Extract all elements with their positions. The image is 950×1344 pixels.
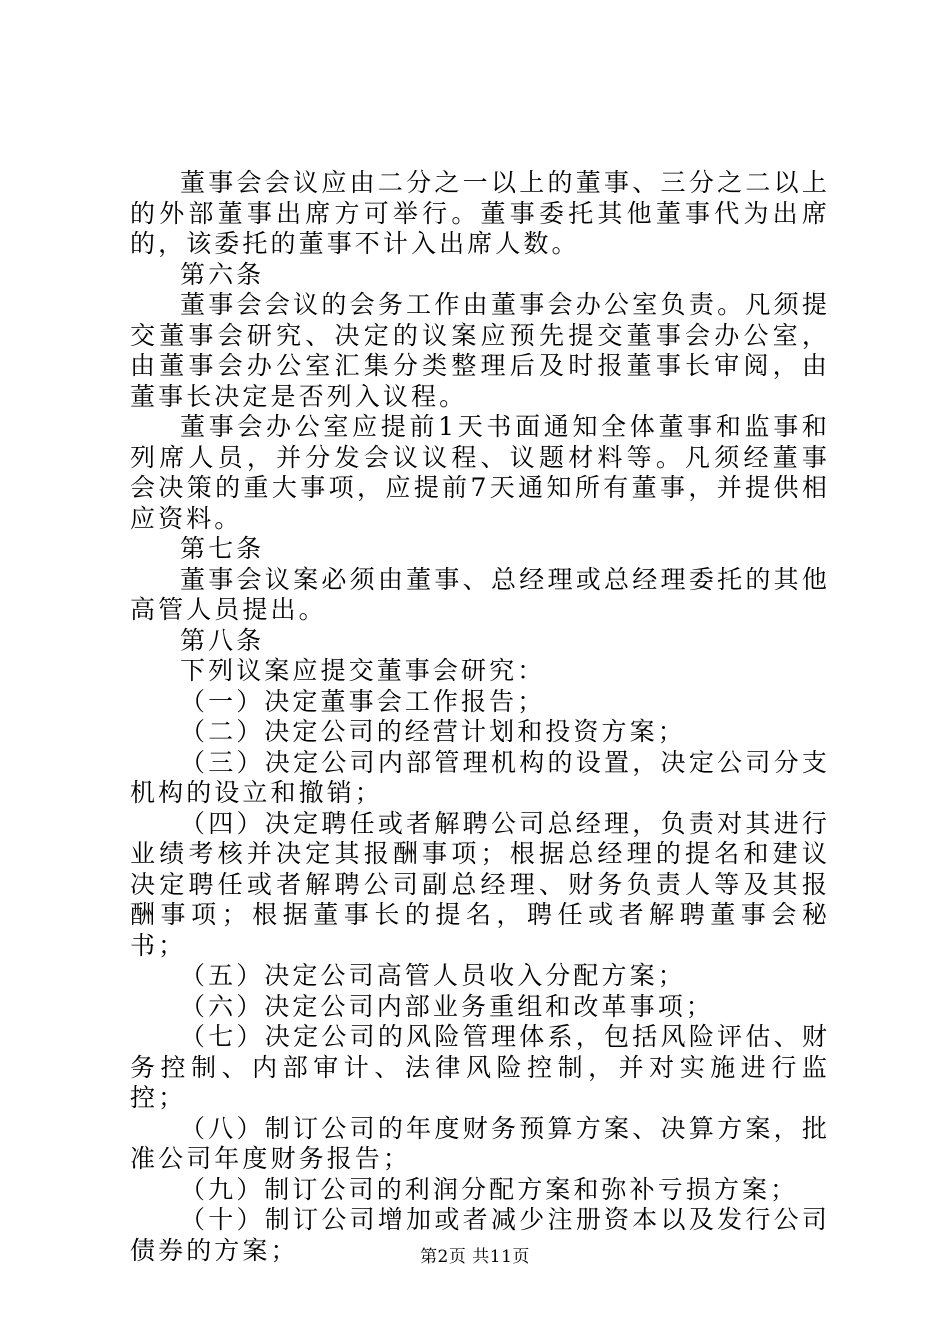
- list-item-7: （七）决定公司的风险管理体系，包括风险评估、财务控制、内部审计、法律风险控制，并对实施进行监控；: [130, 1022, 830, 1112]
- list-item-6: （六）决定公司内部业务重组和改革事项；: [180, 991, 714, 1021]
- article-heading-8: 第八条: [180, 625, 265, 655]
- article-heading-6: 第六条: [180, 259, 265, 289]
- paragraph-notice: 董事会办公室应提前1天书面通知全体董事和监事和列席人员，并分发会议议程、议题材料等。凡须经董事会决策的重大事项，应提前7天通知所有董事，并提供相应资料。: [130, 412, 830, 533]
- list-item-4: （四）决定聘任或者解聘公司总经理，负责对其进行业绩考核并决定其报酬事项；根据总经理的提名和建议决定聘任或者解聘公司副总经理、财务负责人等及其报酬事项；根据董事长的提名，聘任或者解聘董事会秘书；: [130, 808, 830, 960]
- list-item-3: （三）决定公司内部管理机构的设置，决定公司分支机构的设立和撤销；: [130, 747, 830, 807]
- paragraph-quorum: 董事会会议应由二分之一以上的董事、三分之二以上的外部董事出席方可举行。董事委托其他董事代为出席的，该委托的董事不计入出席人数。: [130, 168, 830, 258]
- list-item-9: （九）制订公司的利润分配方案和弥补亏损方案；: [180, 1174, 799, 1204]
- article-heading-7: 第七条: [180, 534, 265, 563]
- list-item-10: （十）制订公司增加或者减少注册资本以及发行公司债券的方案；: [130, 1205, 830, 1265]
- list-item-1: （一）决定董事会工作报告；: [180, 686, 546, 716]
- list-item-5: （五）决定公司高管人员收入分配方案；: [180, 961, 686, 990]
- list-item-2: （二）决定公司的经营计划和投资方案；: [180, 717, 686, 746]
- document-body: [130, 168, 830, 1266]
- page-number-label: 第2页 共11页: [420, 1247, 530, 1267]
- paragraph-meeting-affairs: 董事会会议的会务工作由董事会办公室负责。凡须提交董事会研究、决定的议案应预先提交董事会办公室，由董事会办公室汇集分类整理后及时报董事长审阅，由董事长决定是否列入议程。: [130, 290, 830, 411]
- paragraph-proposal-source: 董事会议案必须由董事、总经理或总经理委托的其他高管人员提出。: [130, 564, 830, 624]
- paragraph-proposal-list-intro: 下列议案应提交董事会研究：: [180, 656, 546, 685]
- page-footer: [0, 1242, 950, 1267]
- list-item-8: （八）制订公司的年度财务预算方案、决算方案，批准公司年度财务报告；: [130, 1113, 830, 1173]
